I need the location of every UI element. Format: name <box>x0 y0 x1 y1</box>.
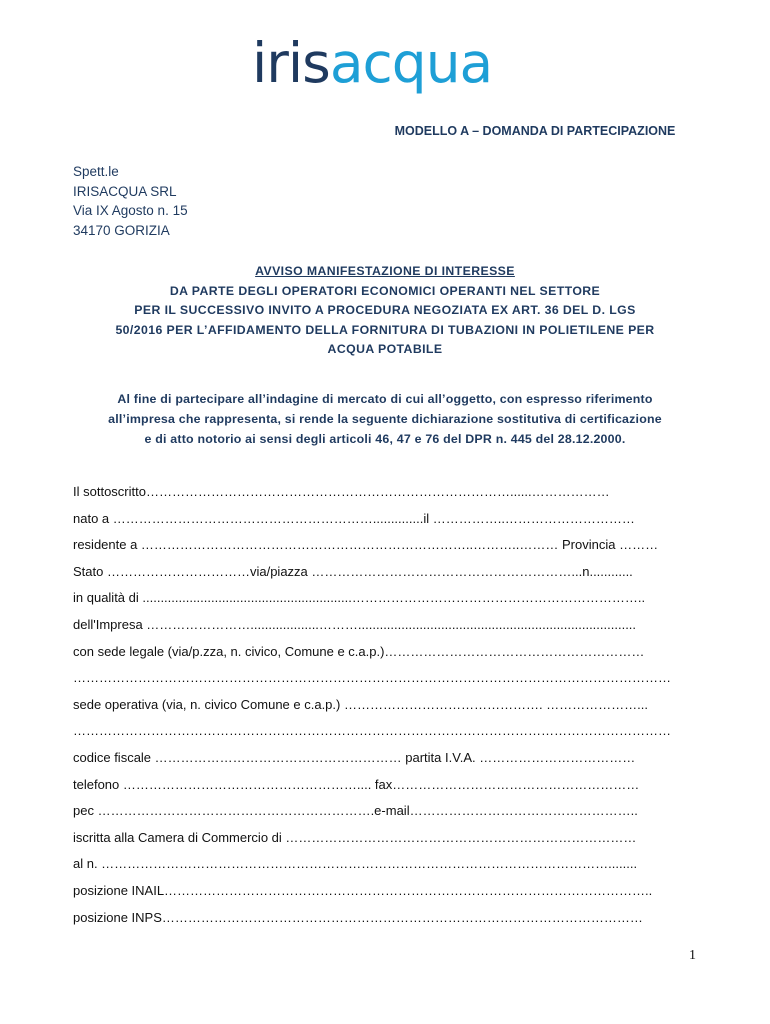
notice-line: ACQUA POTABILE <box>327 342 443 356</box>
field-codice-fiscale: codice fiscale ………………………………………………… partita I.V.A. ……………………………… <box>73 749 636 765</box>
field-inail: posizione INAIL………………………………………………………………………………………………….. <box>73 882 653 898</box>
declaration-fields <box>73 482 703 934</box>
intro-paragraph <box>40 389 730 449</box>
notice-title: AVVISO MANIFESTAZIONE DI INTERESSE <box>255 264 515 278</box>
intro-line: Al fine di partecipare all’indagine di mercato di cui all’oggetto, con espresso riferimento <box>117 392 653 406</box>
address-line: Via IX Agosto n. 15 <box>73 203 188 218</box>
field-sottoscritto: Il sottoscritto…………………………………………………………………………......……………… <box>73 484 610 499</box>
notice-line: 50/2016 PER L’AFFIDAMENTO DELLA FORNITURA DI TUBAZIONI IN POLIETILENE PER <box>115 322 655 337</box>
field-residente: residente a …………………………………………………………………..………..……… Provincia ……… <box>73 537 659 553</box>
logo-iris: iris <box>252 31 330 95</box>
intro-line: all’impresa che rappresenta, si rende la seguente dichiarazione sostitutiva di certificazione <box>108 412 662 426</box>
notice-line: DA PARTE DEGLI OPERATORI ECONOMICI OPERANTI NEL SETTORE <box>169 283 601 298</box>
field-stato: Stato ……………………………via/piazza ……………………………………………………...n............ <box>73 563 633 579</box>
field-sede-operativa: sede operativa (via, n. civico Comune e c.a.p.) ………………………………………. …………………... <box>73 696 649 712</box>
field-telefono: telefono ……………………………………………….... fax………………………………………………… <box>73 776 640 792</box>
field-pec: pec ……………………………………………………….e-mail…………………………………………….. <box>73 803 638 819</box>
field-qualita: in qualità di ..........................................................………………………………………………………….. <box>73 590 646 606</box>
form-title: MODELLO A – DOMANDA DI PARTECIPAZIONE <box>394 124 676 138</box>
notice-line: PER IL SUCCESSIVO INVITO A PROCEDURA NEGOZIATA EX ART. 36 DEL D. LGS <box>134 303 636 317</box>
page-number: 1 <box>689 948 696 963</box>
field-al-n: al n. ………………………………………………………………………………………………………........ <box>73 856 638 872</box>
recipient-address <box>73 162 188 240</box>
intro-line: e di atto notorio ai sensi degli articoli 46, 47 e 76 del DPR n. 445 del 28.12.2000. <box>144 432 626 446</box>
logo-acqua: acqua <box>329 31 493 95</box>
notice-heading <box>40 262 730 360</box>
field-continuation: ………………………………………………………………………………………………………………………… <box>73 723 671 739</box>
address-line: IRISACQUA SRL <box>73 183 177 199</box>
field-sede-legale: con sede legale (via/p.zza, n. civico, Comune e c.a.p.)…………………………………………………… <box>73 643 645 659</box>
address-line: Spett.le <box>73 164 119 179</box>
field-impresa: dell'Impresa ……………………...................………............................................................................. <box>73 616 637 632</box>
field-inps: posizione INPS………………………………………………………………………………………………… <box>73 909 643 925</box>
field-continuation: ………………………………………………………………………………………………………………………… <box>73 670 671 686</box>
field-camera-commercio: iscritta alla Camera di Commercio di ……………………………………………………………………… <box>73 829 637 845</box>
address-line: 34170 GORIZIA <box>73 222 170 238</box>
field-nato-a: nato a ……………………………………………………..............il ……………..………………………… <box>73 510 635 526</box>
irisacqua-logo <box>252 31 522 112</box>
